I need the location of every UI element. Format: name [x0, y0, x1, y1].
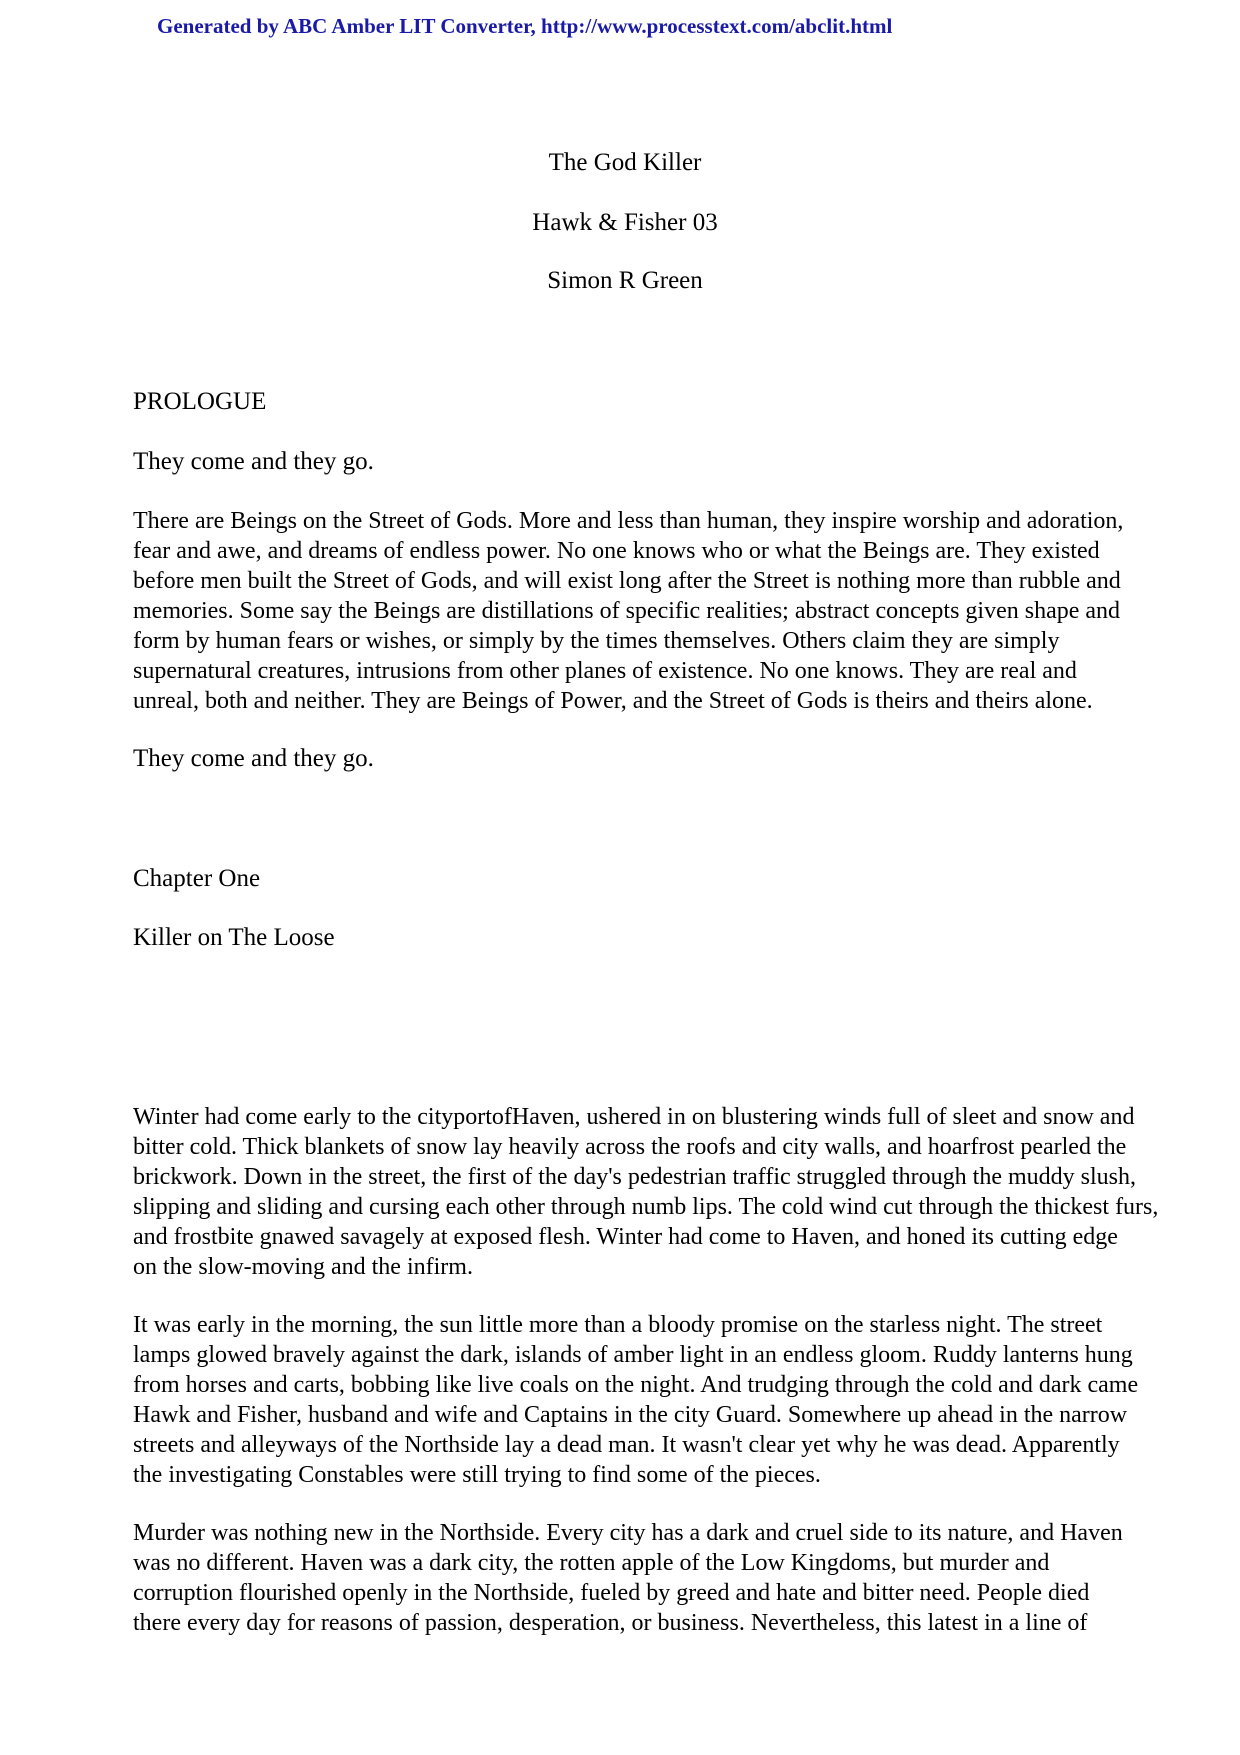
text-line: There are Beings on the Street of Gods. More and less than human, they inspire worship and adoration, — [133, 508, 1124, 534]
text-line: bitter cold. Thick blankets of snow lay heavily across the roofs and city walls, and hoarfrost pearled the — [133, 1134, 1127, 1160]
text-line: Hawk and Fisher, husband and wife and Captains in the city Guard. Somewhere up ahead in the narrow — [133, 1402, 1128, 1428]
text-line: the investigating Constables were still trying to find some of the pieces. — [133, 1462, 821, 1488]
text-line: before men built the Street of Gods, and will exist long after the Street is nothing more than rubble and — [133, 568, 1121, 594]
chapter-paragraph-1 — [127, 1102, 1159, 1282]
text-line: fear and awe, and dreams of endless power. No one knows who or what the Beings are. They existed — [133, 538, 1100, 564]
text-line: brickwork. Down in the street, the first of the day's pedestrian traffic struggled through the muddy slush, — [133, 1164, 1136, 1190]
text-line: there every day for reasons of passion, desperation, or business. Nevertheless, this latest in a line of — [133, 1610, 1088, 1636]
prologue-line-2: They come and they go. — [133, 745, 374, 772]
text-line: corruption flourished openly in the Northside, fueled by greed and hate and bitter need. People died — [133, 1580, 1090, 1606]
text-line: was no different. Haven was a dark city, the rotten apple of the Low Kingdoms, but murder and — [133, 1550, 1050, 1576]
text-line: Murder was nothing new in the Northside. Every city has a dark and cruel side to its nature, and Haven — [133, 1520, 1123, 1546]
prologue-line-1: They come and they go. — [133, 448, 374, 475]
text-line: from horses and carts, bobbing like live coals on the night. And trudging through the cold and dark came — [133, 1372, 1139, 1398]
chapter-subtitle: Killer on The Loose — [133, 924, 335, 951]
text-line: and frostbite gnawed savagely at exposed flesh. Winter had come to Haven, and honed its cutting edge — [133, 1224, 1118, 1250]
text-line: memories. Some say the Beings are distillations of specific realities; abstract concepts given shape and — [133, 598, 1121, 624]
text-line: supernatural creatures, intrusions from other planes of existence. No one knows. They are real and — [133, 658, 1077, 684]
text-line: It was early in the morning, the sun little more than a bloody promise on the starless night. The street — [133, 1312, 1103, 1338]
prologue-paragraph — [127, 506, 1127, 716]
chapter-paragraph-3 — [127, 1518, 1127, 1638]
chapter-heading: Chapter One — [133, 865, 261, 892]
author-name: Simon R Green — [547, 267, 703, 294]
series-title: Hawk & Fisher 03 — [532, 209, 718, 236]
text-line: form by human fears or wishes, or simply by the times themselves. Others claim they are simply — [133, 628, 1060, 654]
text-line: streets and alleyways of the Northside lay a dead man. It wasn't clear yet why he was dead. Apparently — [133, 1432, 1120, 1458]
text-line: lamps glowed bravely against the dark, islands of amber light in an endless gloom. Ruddy lanterns hung — [133, 1342, 1133, 1368]
text-line: on the slow-moving and the infirm. — [133, 1254, 473, 1280]
book-title: The God Killer — [548, 149, 702, 176]
text-line: Winter had come early to the cityportofHaven, ushered in on blustering winds full of sleet and snow and — [133, 1104, 1135, 1130]
generator-link[interactable]: Generated by ABC Amber LIT Converter, http://www.processtext.com/abclit.html — [157, 14, 893, 38]
text-line: slipping and sliding and cursing each other through numb lips. The cold wind cut through the thickest furs, — [133, 1194, 1159, 1220]
text-line: unreal, both and neither. They are Beings of Power, and the Street of Gods is theirs and theirs alone. — [133, 688, 1093, 714]
prologue-heading: PROLOGUE — [133, 388, 267, 415]
chapter-paragraph-2 — [127, 1310, 1139, 1490]
